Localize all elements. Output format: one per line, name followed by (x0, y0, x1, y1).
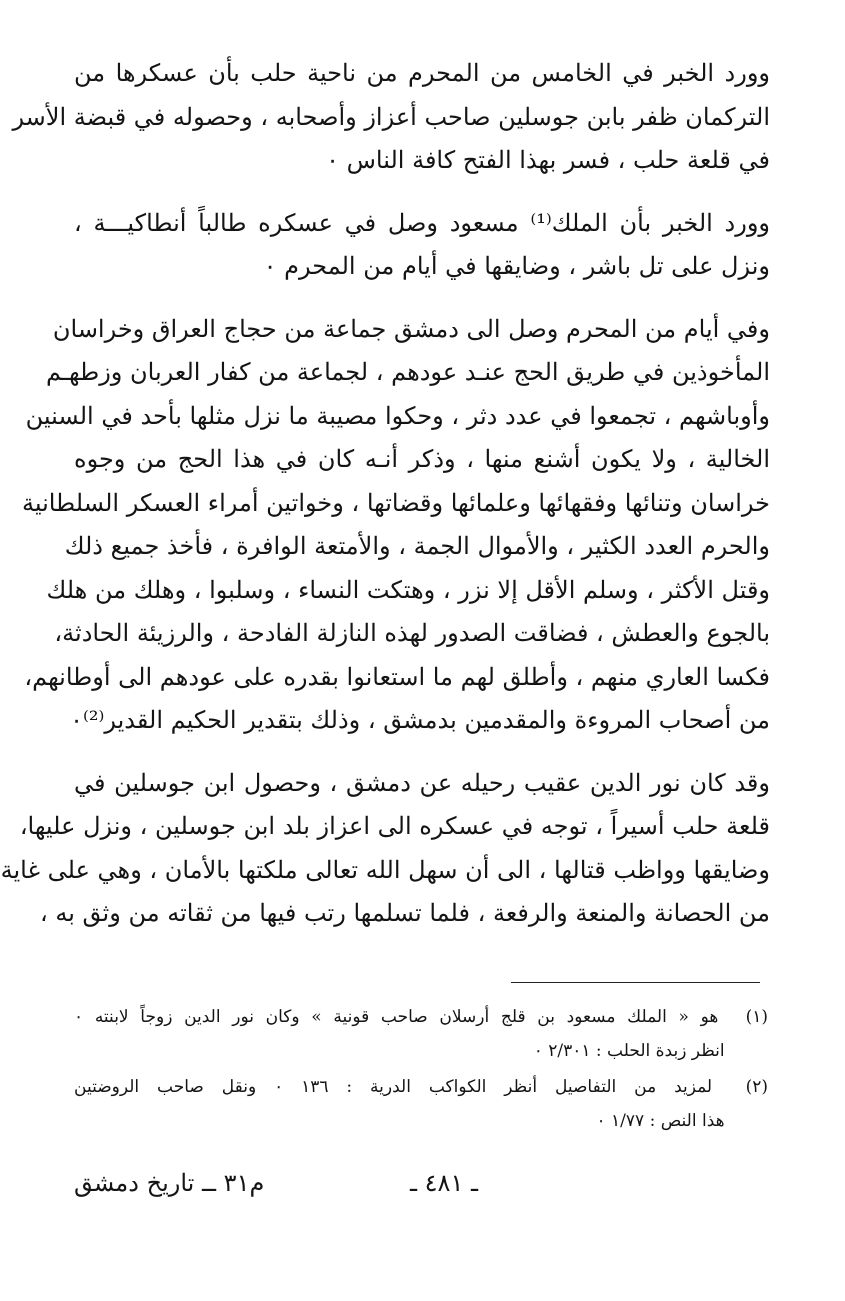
paragraph-gap (74, 743, 770, 762)
text-line: بالجوع والعطش ، فضاقت الصدور لهذه النازلة الفادحة ، والرزيئة الحادثة، (54, 619, 770, 647)
text-line: وقد كان نور الدين عقيب رحيله عن دمشق ، وحصول ابن جوسلين في (74, 768, 770, 797)
paragraph-1 (12, 52, 771, 183)
text-line: وقتل الأكثر ، وسلم الأقل إلا نزر ، وهتكت النساء ، وسلبوا ، وهلك من هلك (46, 575, 770, 604)
text-line: وضايقها وواظب قتالها ، الى أن سهل الله تعالى ملكتها بالأمان ، وهي على غاية (0, 855, 770, 884)
footnotes (74, 1000, 768, 1138)
paragraph-2 (74, 202, 770, 289)
footnote-text: لمزيد من التفاصيل أنظر الكواكب الدرية : ١٣٦ ٠ ونقل صاحب الروضتين (74, 1077, 713, 1097)
text-line: والحرم العدد الكثير ، والأموال الجمة ، والأمتعة الوافرة ، فأخذ جميع ذلك (64, 532, 770, 560)
footnote-separator (511, 982, 760, 983)
text-line: خراسان وتنائها وفقهائها وعلمائها وقضاتها ، وخواتين أمراء العسكر السلطانية (21, 488, 770, 517)
footnote-line (74, 1104, 768, 1138)
paragraph-4 (0, 762, 770, 936)
page-number: ـ ٤٨١ ـ (409, 1169, 478, 1197)
text-line: من أصحاب المروءة والمقدمين بدمشق ، وذلك بتقدير الحكيم القدير⁽²⁾٠ (70, 706, 770, 734)
footnote-text: انظر زبدة الحلب : ٢/٣٠١ ٠ (533, 1041, 725, 1061)
signature-mark: م٣١ ــ تاريخ دمشق (74, 1169, 265, 1197)
footnote-text: هذا النص : ١/٧٧ ٠ (596, 1111, 725, 1131)
footnote-text: هو « الملك مسعود بن قلج أرسلان صاحب قونية » وكان نور الدين زوجاً لابنته ٠ (74, 1007, 719, 1027)
paragraph-gap (74, 289, 770, 308)
main-text (0, 52, 771, 936)
footnote-line (74, 1000, 768, 1034)
text-line: المأخوذين في طريق الحج عنـد عودهم ، لجماعة من كفار العربان وزطهـم (46, 358, 770, 386)
text-line: وورد الخبر بأن الملك⁽¹⁾ مسعود وصل في عسكره طالباً أنطاكيـــة ، (74, 208, 770, 237)
footnote-1 (74, 1000, 768, 1068)
text-line: وورد الخبر في الخامس من المحرم من ناحية حلب بأن عسكرها من (74, 59, 771, 87)
footnote-line (74, 1070, 768, 1104)
text-line: وأوباشهم ، تجمعوا في عدد دثر ، وحكوا مصيبة ما نزل مثلها بأحد في السنين (25, 401, 770, 430)
paragraph-gap (74, 183, 770, 202)
text-line: التركمان ظفر بابن جوسلين صاحب أعزاز وأصحابه ، وحصوله في قبضة الأسر (12, 102, 770, 131)
footnote-number: (٢) (745, 1077, 769, 1097)
text-line: قلعة حلب أسيراً ، توجه في عسكره الى اعزاز بلد ابن جوسلين ، ونزل عليها، (19, 812, 770, 840)
text-line: وفي أيام من المحرم وصل الى دمشق جماعة من حجاج العراق وخراسان (52, 314, 770, 343)
text-line: في قلعة حلب ، فسر بهذا الفتح كافة الناس ٠ (326, 146, 770, 174)
paragraph-3 (21, 308, 770, 743)
footnote-number: (١) (745, 1007, 769, 1027)
text-line: من الحصانة والمنعة والرفعة ، فلما تسلمها رتب فيها من ثقاته من وثق به ، (39, 899, 770, 927)
text-line: الخالية ، ولا يكون أشنع منها ، وذكر أنـه كان في هذا الحج من وجوه (74, 445, 770, 473)
footnote-line (74, 1034, 768, 1068)
text-line: ونزل على تل باشر ، وضايقها في أيام من المحرم ٠ (263, 252, 770, 280)
footnote-2 (74, 1070, 768, 1138)
text-line: فكسا العاري منهم ، وأطلق لهم ما استعانوا بقدره على عودهم الى أوطانهم، (24, 662, 770, 691)
page-footer (74, 1163, 770, 1203)
